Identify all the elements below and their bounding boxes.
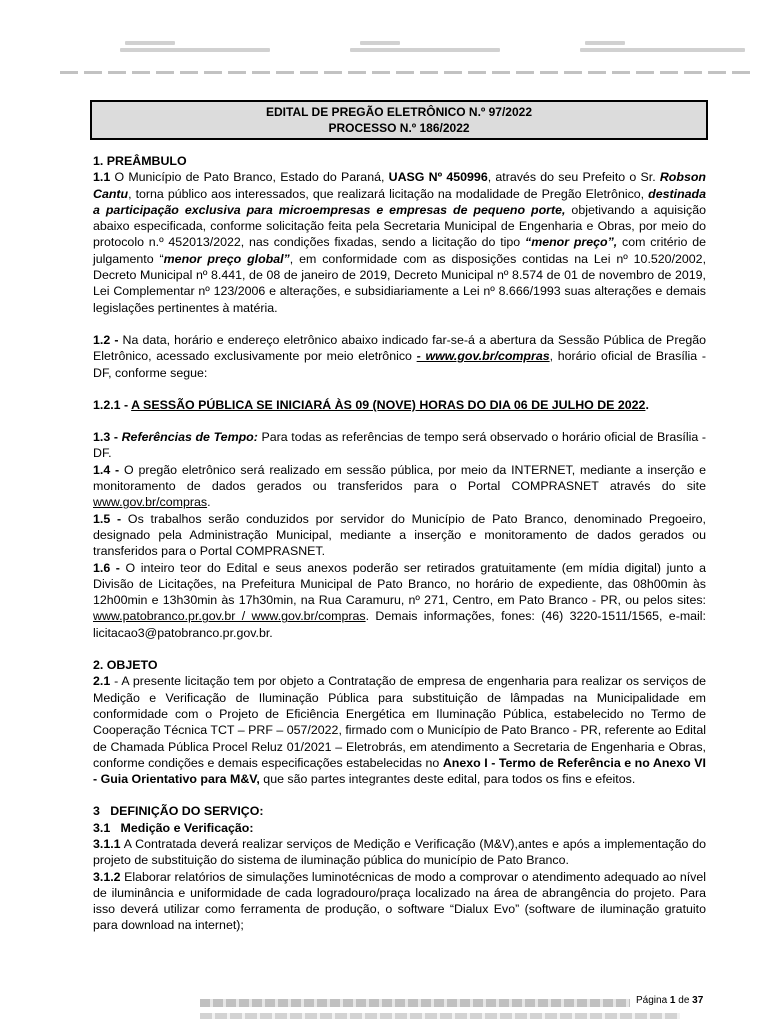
session-start-notice: A SESSÃO PÚBLICA SE INICIARÁ ÀS 09 (NOVE) HORAS DO DIA 06 DE JULHO DE 2022	[131, 397, 646, 412]
paragraph-1-6: 1.6 - O inteiro teor do Edital e seus anexos poderão ser retirados gratuitamente (em mídia digital) junto a Divisão de Licitações, na Prefeitura Municipal de Pato Branco, no horário de expediente, das 08h00min às 12h00min e 13h30min às 17h30min, na Rua Caramuru, nº 271, Centro, em Pato Branco - PR, ou pelos sites: www.patobranco.pr.gov.br / www.gov.br/compras. Demais informações, fones: (46) 3220-1511/1565, e-mail: licitacao3@patobranco.pr.gov.br.	[93, 560, 706, 640]
compras-link[interactable]: - www.gov.br/compras	[416, 349, 550, 364]
clause-number: 3.1.2	[93, 869, 121, 884]
footer-address-blur	[200, 999, 630, 1007]
footer-contact-blur	[200, 1013, 680, 1019]
clause-number: 1.6 -	[93, 560, 120, 575]
clause-number: 2.1	[93, 674, 111, 689]
clause-number: 1.4 -	[93, 462, 120, 477]
paragraph-3-1-1: 3.1.1 A Contratada deverá realizar serviços de Medição e Verificação (M&V),antes e após a implementação do projeto de substituição do sistema de iluminação pública do município de Pato Branco.	[93, 836, 706, 868]
referencias-tempo-label: Referências de Tempo:	[117, 430, 258, 445]
clause-number: 1.3 -	[93, 430, 118, 445]
anexos-reference: Anexo I - Termo de Referência e no Anexo VI - Guia Orientativo para M&V,	[93, 755, 706, 787]
paragraph-2-1: 2.1 - A presente licitação tem por objeto a Contratação de empresa de engenharia para realizar os serviços de Medição e Verificação de Iluminação Pública para substituição de lâmpadas na Municipalidade em conformidade com o Projeto de Eficiência Energética em Iluminação Pública, estabelecido no Termo de Cooperação Técnica TCT – PRF – 057/2022, firmado com o Município de Pato Branco - PR, referente ao Edital de Chamada Pública Procel Reluz 01/2021 – Eletrobrás, em atendimento a Secretaria de Engenharia e Obras, conforme condições e demais especificações estabelecidas no Anexo I - Termo de Referência e no Anexo VI - Guia Orientativo para M&V, que são partes integrantes deste edital, para todos os fins e efeitos.	[93, 674, 706, 787]
letterhead-logo-left	[120, 38, 280, 55]
edital-title: EDITAL DE PREGÃO ELETRÔNICO N.º 97/2022	[266, 105, 532, 119]
sites-links[interactable]: www.patobranco.pr.gov.br / www.gov.br/compras	[93, 609, 366, 624]
section-heading-preambulo: 1. PREÂMBULO	[93, 154, 187, 168]
letterhead	[60, 38, 750, 78]
paragraph-1-3: 1.3 - Referências de Tempo: Para todas as referências de tempo será observado o horário oficial de Brasília - DF.	[93, 430, 707, 461]
paragraph-1-1: 1.1 O Município de Pato Branco, Estado do Paraná, UASG Nº 450996, através do seu Prefeito o Sr. Robson Cantu, torna público aos interessados, que realizará licitação na modalidade de Pregão Eletrônico, destinada a participação exclusiva para microempresas e empresas de pequeno porte, objetivando a aquisição abaixo especificada, conforme solicitação feita pela Secretaria Municipal de Engenharia e Obras, por meio do protocolo n.º 452013/2022, nas condições fixadas, sendo a licitação do tipo “menor preço”, com critério de julgamento “menor preço global”, em conformidade com as disposições contidas na Lei nº 10.520/2002, Decreto Municipal nº 8.441, de 08 de janeiro de 2019, Decreto Municipal nº 8.574 de 01 de novembro de 2019, Lei Complementar nº 123/2006 e alterações, e subsidiariamente a Lei nº 8.666/1993 suas alterações e demais legislações pertinentes à matéria.	[93, 170, 707, 315]
uasg-number: UASG Nº 450996	[388, 170, 488, 185]
clause-number: 3.1.1	[93, 836, 121, 851]
page-footer	[200, 995, 720, 1021]
clause-number: 1.1	[93, 170, 111, 185]
page-number: Página 1 de 37	[636, 995, 704, 1006]
letterhead-logo-right	[580, 38, 750, 55]
title-box	[90, 100, 708, 140]
subsection-heading-medicao: 3.1 Medição e Verificação:	[93, 820, 254, 835]
letterhead-rule	[60, 71, 750, 74]
document-body	[93, 153, 706, 934]
paragraph-3-1-2: 3.1.2 Elaborar relatórios de simulações luminotécnicas de modo a comprovar o atendimento adequado ao nível de iluminância e uniformidade de cada logradouro/praça localizado na área de abrangência do projeto. Para isso deverá utilizar como ferramenta de produção, o software “Dialux Evo” (software de iluminação gratuito para download na internet);	[93, 869, 706, 933]
paragraph-1-4: 1.4 - O pregão eletrônico será realizado em sessão pública, por meio da INTERNET, mediante a inserção e monitoramento de dados gerados ou transferidos para o Portal COMPRASNET através do site www.gov.br/compras.	[93, 462, 707, 510]
criterio-menor-preco-global: menor preço global”	[163, 251, 290, 266]
exclusive-participation-note: destinada a participação exclusiva para microempresas e empresas de pequeno porte,	[93, 186, 706, 217]
clause-number: 1.2 -	[93, 332, 119, 347]
gov-compras-link[interactable]: www.gov.br/compras	[93, 495, 208, 510]
processo-title: PROCESSO N.º 186/2022	[328, 121, 470, 135]
prefeito-name: Robson Cantu	[93, 170, 706, 201]
section-heading-definicao: 3 DEFINIÇÃO DO SERVIÇO:	[93, 804, 264, 819]
paragraph-1-5: 1.5 - Os trabalhos serão conduzidos por servidor do Município de Pato Branco, denominado Pregoeiro, designado pela Administração Municipal, mediante a inserção e monitoramento de dados gerados ou transferidos para o Portal COMPRASNET.	[93, 511, 706, 559]
clause-number: 1.5 -	[93, 511, 122, 526]
section-heading-objeto: 2. OBJETO	[93, 658, 158, 673]
letterhead-logo-center	[350, 38, 510, 55]
tipo-menor-preco: “menor preço”,	[525, 235, 618, 250]
paragraph-1-2: 1.2 - Na data, horário e endereço eletrônico abaixo indicado far-se-á a abertura da Sessão Pública de Pregão Eletrônico, acessado exclusivamente por meio eletrônico - www.gov.br/compras, horário oficial de Brasília - DF, conforme segue:	[93, 332, 707, 380]
paragraph-1-2-1: 1.2.1 - A SESSÃO PÚBLICA SE INICIARÁ ÀS 09 (NOVE) HORAS DO DIA 06 DE JULHO DE 2022.	[93, 397, 649, 412]
